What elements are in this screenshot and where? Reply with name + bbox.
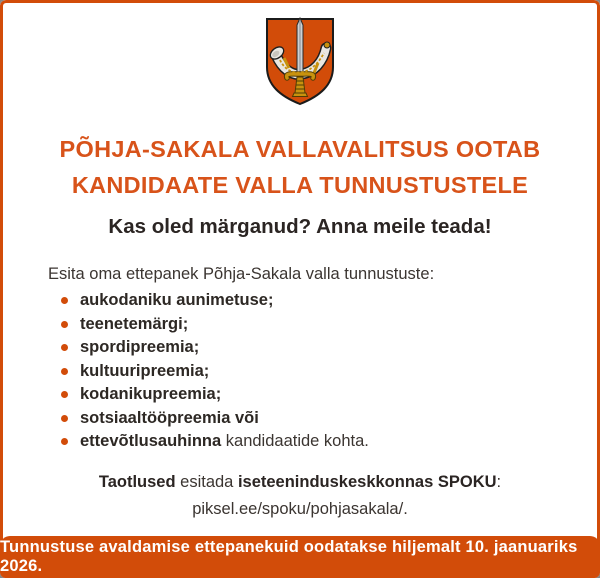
submission-bold-spoku: iseteeninduskeskkonnas SPOKU bbox=[237, 472, 497, 491]
award-rest: kandidaatide kohta. bbox=[221, 432, 369, 450]
award-name: aukodaniku aunimetuse; bbox=[80, 291, 274, 309]
list-item-aukodaniku bbox=[48, 292, 600, 310]
submission-colon: : bbox=[496, 472, 502, 491]
submission-instructions bbox=[0, 471, 600, 493]
submission-bold-taotlused: Taotlused bbox=[98, 472, 176, 491]
awards-list bbox=[48, 292, 600, 451]
award-name: sotsiaaltööpreemia või bbox=[80, 408, 259, 427]
list-item-teenetemark bbox=[48, 316, 600, 334]
award-name: kultuuripreemia; bbox=[80, 361, 210, 380]
list-item-kultuuripreemia bbox=[48, 363, 600, 381]
title-line-2: KANDIDAATE VALLA TUNNUSTUSTELE bbox=[71, 172, 529, 198]
deadline-banner bbox=[0, 536, 600, 578]
poster-subtitle: Kas oled märganud? Anna meile teada! bbox=[108, 215, 492, 238]
award-name: ettevõtlusauhinna bbox=[80, 432, 222, 450]
title-line-1: PÕHJA-SAKALA VALLAVALITSUS OOTAB bbox=[59, 136, 541, 162]
award-name: teenetemärgi; bbox=[80, 314, 189, 333]
spoku-url: piksel.ee/spoku/pohjasakala/. bbox=[192, 499, 408, 518]
list-item-ettevotlusauhind bbox=[48, 433, 600, 451]
poster-title bbox=[0, 131, 600, 203]
award-name: kodanikupreemia; bbox=[80, 385, 222, 403]
deadline-text: Tunnustuse avaldamise ettepanekuid oodatakse hiljemalt 10. jaanuariks 2026. bbox=[0, 538, 578, 575]
award-name: spordipreemia; bbox=[80, 338, 200, 356]
list-item-sotsiaaltoopreemia bbox=[48, 410, 600, 428]
coat-of-arms-sword-and-powder-horn-icon bbox=[262, 15, 338, 107]
submission-text: esitada bbox=[175, 472, 238, 491]
list-item-spordipreemia bbox=[48, 339, 600, 357]
list-item-kodanikupreemia bbox=[48, 386, 600, 404]
intro-text: Esita oma ettepanek Põhja-Sakala valla tunnustuste: bbox=[48, 265, 435, 283]
